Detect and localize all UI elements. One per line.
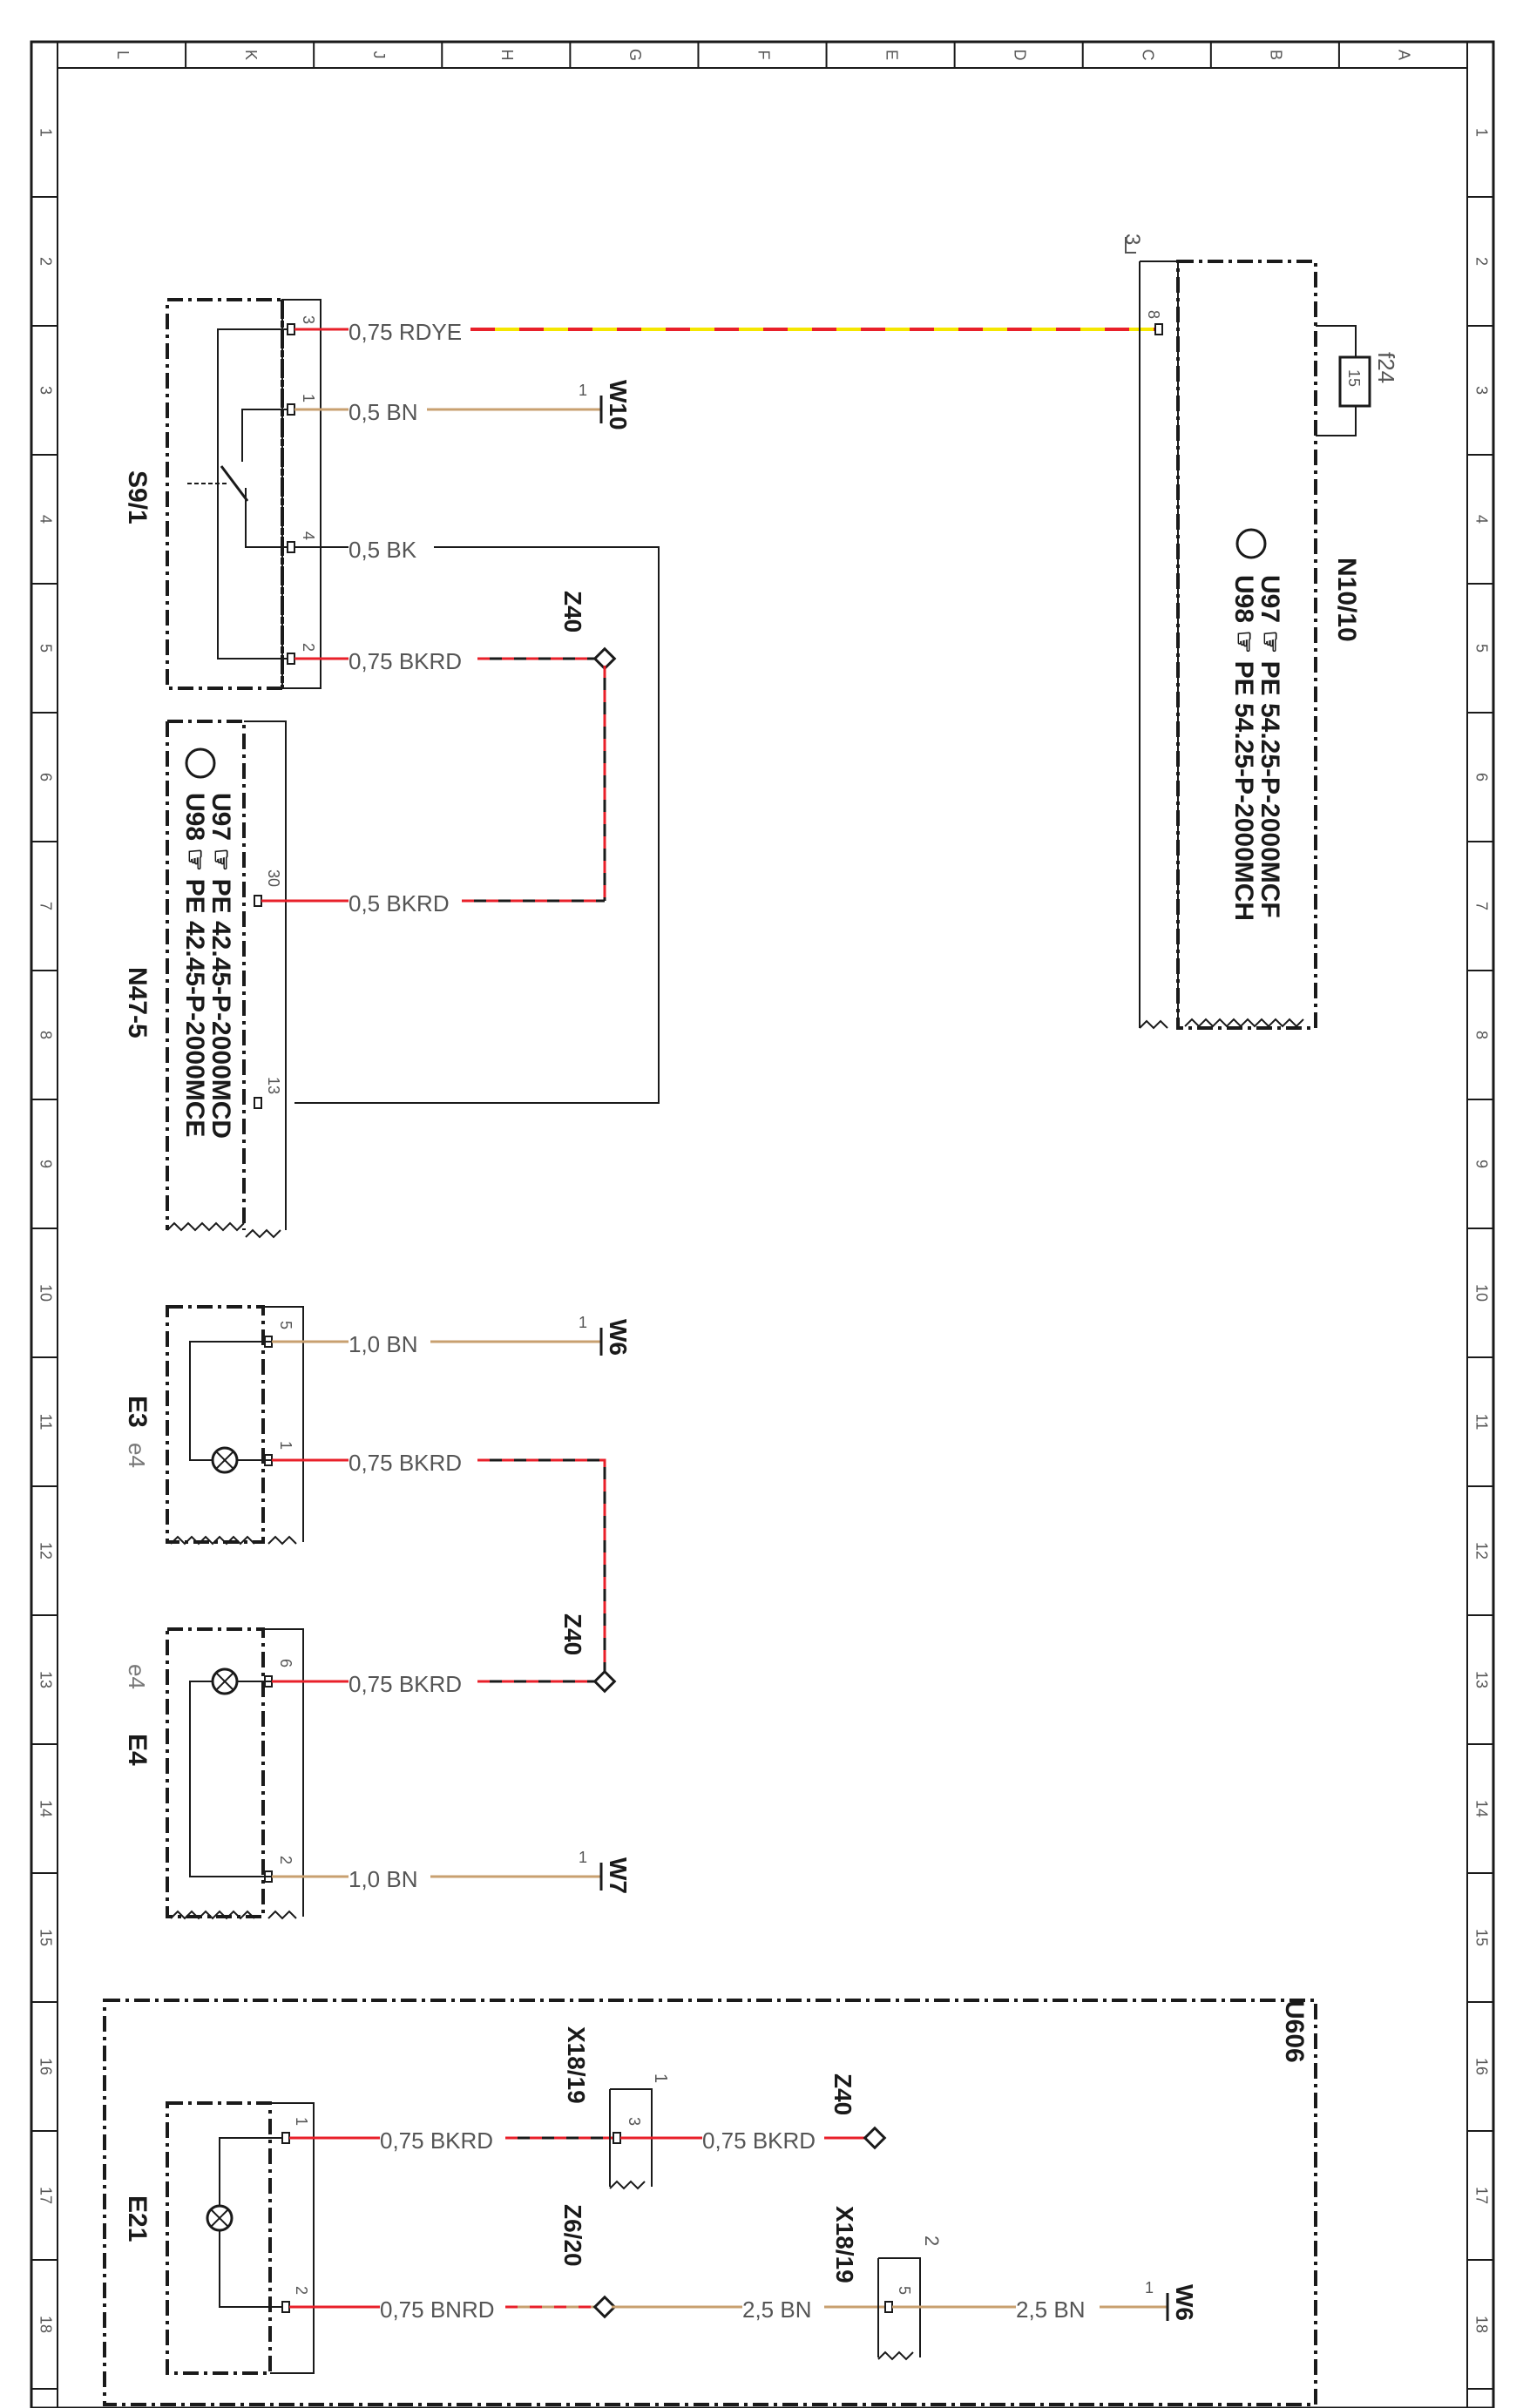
row-label: 14	[1472, 1799, 1491, 1818]
f24-value: 15	[1345, 369, 1363, 388]
component-s9-1	[123, 300, 321, 688]
connector-x18-19-a	[563, 2026, 670, 2188]
x18-19-a-label: X18/19	[563, 2026, 590, 2104]
e4-sub: e4	[124, 1664, 150, 1689]
f24-label: f24	[1373, 352, 1399, 384]
row-label: 12	[1472, 1541, 1491, 1560]
wire-bkrd-n47	[261, 890, 605, 917]
n47-5-pin-13: 13	[265, 1077, 282, 1095]
row-label: 12	[37, 1541, 55, 1560]
column-label: C	[1139, 49, 1157, 61]
w6-b-label: W6	[1171, 2284, 1198, 2321]
w6-b-pin: 1	[1145, 2279, 1154, 2296]
row-label: 5	[1472, 643, 1491, 653]
row-label: 16	[1472, 2057, 1491, 2076]
row-label: 1	[1472, 127, 1491, 138]
row-label: 13	[1472, 1670, 1491, 1689]
column-label: E	[883, 49, 901, 61]
x18-19-b-ref: 2	[921, 2236, 943, 2247]
column-label: J	[369, 51, 388, 59]
component-n10-10	[1120, 233, 1399, 1028]
row-label: 11	[37, 1413, 55, 1431]
column-label: G	[626, 48, 645, 62]
s9-1-pin-4: 4	[300, 531, 317, 541]
wire-bn-w7	[272, 1849, 632, 1894]
wire-label-bkrd-n47: 0,5 BKRD	[349, 890, 450, 917]
row-label: 18	[1472, 2315, 1491, 2334]
wire-bkrd-e4	[272, 1613, 614, 1697]
wire-bkrd-e21b	[620, 2073, 884, 2154]
diagnosis-icon	[1237, 530, 1265, 558]
row-label: 7	[1472, 901, 1491, 911]
wire-label-bn-w10: 0,5 BN	[349, 399, 418, 425]
row-label: 6	[1472, 772, 1491, 782]
z40-b-label: Z40	[559, 1613, 586, 1656]
x18-19-a-ref: 1	[651, 2073, 670, 2084]
n47-5-line2: U98 ☞ PE 42.45-P-2000MCE	[180, 793, 209, 1138]
wire-label-bkrd-e21a: 0,75 BKRD	[380, 2127, 494, 2154]
w7-pin: 1	[579, 1849, 588, 1866]
column-label: H	[498, 49, 517, 61]
connector-x18-19-b	[831, 2206, 943, 2359]
wire-label-rdye: 0,75 RDYE	[349, 319, 463, 345]
row-label: 3	[37, 385, 55, 396]
row-label: 15	[37, 1928, 55, 1947]
wire-label-bn-w6: 1,0 BN	[349, 1331, 418, 1357]
column-label: B	[1267, 49, 1285, 61]
row-label: 8	[37, 1030, 55, 1040]
row-label: 5	[37, 643, 55, 653]
row-label: 11	[1472, 1413, 1491, 1431]
n10-10-label: N10/10	[1332, 558, 1361, 642]
row-label: 4	[1472, 514, 1491, 524]
wire-label-bn-25a: 2,5 BN	[742, 2296, 812, 2323]
e3-label: E3	[123, 1396, 152, 1428]
wire-bkrd-e3	[272, 1450, 605, 1673]
row-label: 1	[37, 127, 55, 138]
e21-pin-2: 2	[293, 2286, 310, 2296]
row-labels	[31, 128, 1493, 2389]
component-e21	[123, 2103, 314, 2373]
row-label: 10	[37, 1283, 55, 1302]
row-label: 4	[37, 514, 55, 524]
n47-5-label: N47-5	[123, 967, 152, 1038]
wire-label-bn-25b: 2,5 BN	[1016, 2296, 1086, 2323]
n10-10-line1: U97 ☞ PE 54.25-P-2000MCF	[1256, 575, 1284, 918]
z40-c-label: Z40	[829, 2073, 856, 2116]
drawing-frame	[31, 42, 1493, 2408]
row-label: 13	[37, 1670, 55, 1689]
row-label: 9	[37, 1159, 55, 1169]
w10-pin: 1	[579, 382, 588, 399]
s9-1-pin-2: 2	[300, 643, 317, 653]
x18-19-b-pin: 5	[896, 2286, 913, 2296]
e3-sub: e4	[124, 1443, 150, 1468]
wire-label-bn-w7: 1,0 BN	[349, 1866, 418, 1892]
s9-1-pin-3: 3	[300, 315, 317, 325]
x18-19-a-pin: 3	[626, 2117, 643, 2127]
e21-pin-1: 1	[293, 2117, 310, 2127]
wire-label-bkrd-s9: 0,75 BKRD	[349, 648, 463, 674]
row-label: 3	[1472, 385, 1491, 396]
wire-rdye	[294, 319, 1155, 345]
row-label: 17	[37, 2186, 55, 2205]
z40-a-label: Z40	[559, 591, 586, 633]
row-label: 2	[37, 256, 55, 267]
wire-bnrd-e21	[289, 2204, 614, 2323]
e21-label: E21	[123, 2195, 152, 2242]
wire-bn-w10	[294, 380, 632, 430]
row-label: 7	[37, 901, 55, 911]
n10-10-ref-3: 3	[1120, 233, 1144, 246]
u606-label: U606	[1280, 2000, 1309, 2063]
row-label: 10	[1472, 1283, 1491, 1302]
wire-bn-25a	[612, 2296, 885, 2323]
w7-label: W7	[605, 1857, 632, 1894]
w10-label: W10	[605, 380, 632, 430]
n47-5-pin-30: 30	[265, 869, 282, 888]
e3-pin-1: 1	[277, 1441, 294, 1451]
wire-label-bkrd-e4: 0,75 BKRD	[349, 1671, 463, 1697]
row-label: 9	[1472, 1159, 1491, 1169]
s9-1-label: S9/1	[123, 470, 152, 524]
diagnosis-icon	[186, 749, 214, 777]
component-e4	[123, 1629, 303, 1918]
n47-5-line1: U97 ☞ PE 42.45-P-2000MCD	[206, 793, 235, 1140]
wire-bkrd-e21a	[289, 2127, 613, 2154]
row-label: 15	[1472, 1928, 1491, 1947]
n10-10-pin-8: 8	[1145, 310, 1162, 320]
wire-label-bk: 0,5 BK	[349, 537, 417, 563]
row-label: 18	[37, 2315, 55, 2334]
wire-bn-25b	[892, 2279, 1198, 2323]
row-label: 14	[37, 1799, 55, 1818]
e4-label: E4	[123, 1734, 152, 1766]
column-label: F	[755, 50, 773, 60]
row-label: 8	[1472, 1030, 1491, 1040]
column-label: D	[1011, 49, 1029, 61]
z6-20-label: Z6/20	[559, 2204, 586, 2267]
wire-label-bkrd-e3: 0,75 BKRD	[349, 1450, 463, 1476]
x18-19-b-label: X18/19	[831, 2206, 858, 2283]
s9-1-pin-1: 1	[300, 394, 317, 403]
column-label: A	[1395, 49, 1413, 61]
wire-bn-w6	[272, 1314, 632, 1357]
component-u606	[105, 2000, 1316, 2405]
n10-10-line2: U98 ☞ PE 54.25-P-2000MCH	[1229, 575, 1258, 922]
wire-label-bnrd-e21: 0,75 BNRD	[380, 2296, 495, 2323]
row-label: 16	[37, 2057, 55, 2076]
e4-pin-2: 2	[277, 1856, 294, 1865]
wire-bkrd-s9	[294, 591, 614, 901]
wire-label-bkrd-e21b: 0,75 BKRD	[702, 2127, 816, 2154]
w6-a-pin: 1	[579, 1314, 588, 1331]
row-label: 6	[37, 772, 55, 782]
e4-pin-6: 6	[277, 1659, 294, 1668]
e3-pin-5: 5	[277, 1321, 294, 1330]
w6-a-label: W6	[605, 1319, 632, 1356]
row-label: 2	[1472, 256, 1491, 267]
column-label: K	[241, 49, 260, 61]
column-label: L	[113, 50, 132, 60]
row-label: 17	[1472, 2186, 1491, 2205]
component-n47-5	[123, 721, 286, 1237]
column-labels	[114, 42, 1413, 68]
